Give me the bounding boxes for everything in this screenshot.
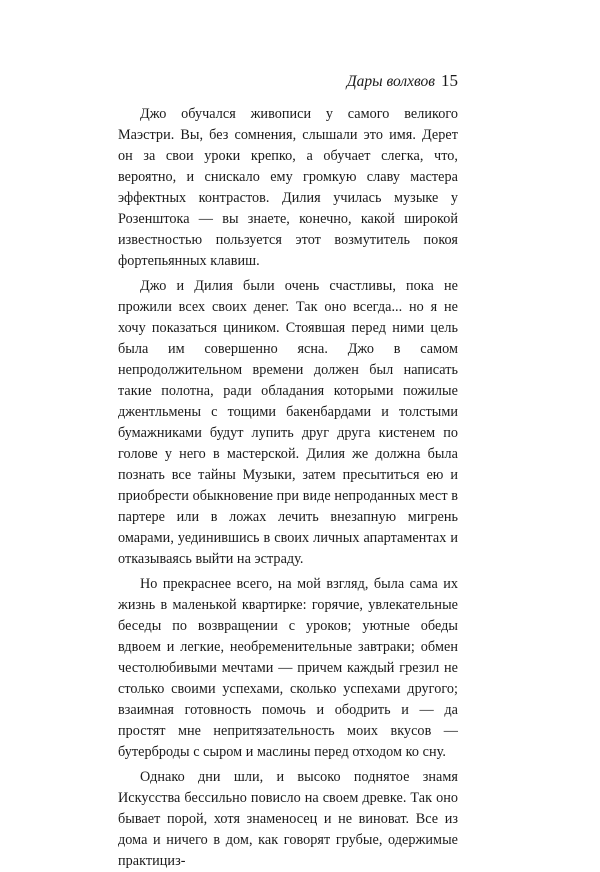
page-number: 15 xyxy=(441,71,458,90)
paragraph: Джо и Дилия были очень счастливы, пока не прожили всех своих денег. Так оно всегда... но я не хочу показаться циником. Стоявшая перед ними цель была им совершенно ясна. Джо в самом непродолжительном времени должен был написать такие полотна, ради обладания которыми пожилые джентльмены с тощими бакенбардами и толстыми бумажниками будут лупить друг друга кистенем по голове у него в мастерской. Дилия же должна была познать все тайны Музыки, затем пресытиться ею и приобрести обыкновение при виде непроданных мест в партере или в ложах лечить внезапную мигрень омарами, уединившись в своих личных апартаментах и отказываясь выйти на эстраду. xyxy=(118,278,458,567)
running-title: Дары волхвов xyxy=(346,73,435,90)
page-header xyxy=(347,71,458,92)
paragraph: Однако дни шли, и высоко поднятое знамя Искусства бессильно повисло на своем древке. Так оно бывает порой, хотя знаменосец и не виноват. Все из дома и ничего в дом, как говорят грубые, одержимые практициз- xyxy=(118,769,458,869)
text-body xyxy=(118,104,458,872)
paragraph: Джо обучался живописи у самого великого Маэстри. Вы, без сомнения, слышали это имя. Дерет он за свои уроки крепко, а обучает слегка, что, вероятно, и снискало ему громкую славу мастера эффектных контрастов. Дилия училась музыке у Розенштока — вы знаете, конечно, какой широкой известностью пользуется этот возмутитель покоя фортепьянных клавиш. xyxy=(118,106,458,269)
paragraph: Но прекраснее всего, на мой взгляд, была сама их жизнь в маленькой квартирке: горячие, увлекательные беседы по возвращении с уроков; уютные обеды вдвоем и легкие, необременительные завтраки; обмен честолюбивыми мечтами — причем каждый грезил не столько своими успехами, сколько успехами другого; взаимная готовность помочь и ободрить и — да простят мне непритязательность моих вкусов — бутерброды с сыром и маслины перед отходом ко сну. xyxy=(118,576,458,760)
